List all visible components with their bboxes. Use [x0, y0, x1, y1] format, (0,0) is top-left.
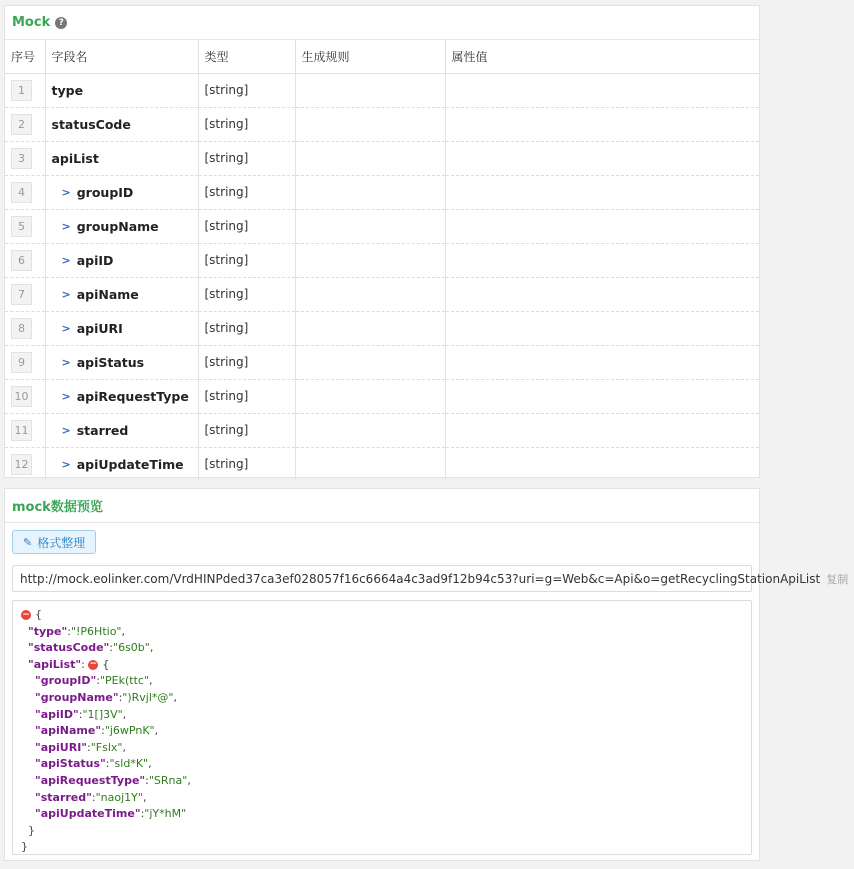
- value-cell[interactable]: [445, 107, 759, 141]
- rule-cell[interactable]: [295, 73, 445, 107]
- table-row: [5, 243, 759, 277]
- json-line: "starred":"naoj1Y",: [35, 790, 147, 804]
- rule-cell[interactable]: [295, 379, 445, 413]
- column-header-type: 类型: [198, 40, 295, 73]
- field-type-cell: [198, 447, 295, 481]
- json-line: }: [21, 840, 28, 854]
- field-type: [string]: [204, 389, 249, 403]
- field-name-text: groupName: [76, 218, 159, 234]
- magic-wand-icon: ✎: [23, 535, 33, 549]
- field-type-cell: [198, 379, 295, 413]
- table-row: [5, 311, 759, 345]
- json-value: "!P6Htio": [70, 624, 122, 638]
- field-name-cell: [45, 447, 198, 481]
- mock-table: [5, 40, 759, 481]
- table-row: [5, 413, 759, 447]
- rule-cell[interactable]: [295, 209, 445, 243]
- field-type-cell: [198, 107, 295, 141]
- row-index-cell: [5, 107, 45, 141]
- field-name: [52, 117, 198, 132]
- field-name: [52, 321, 198, 336]
- field-name-text: apiUpdateTime: [76, 456, 184, 472]
- field-name-text: apiName: [76, 286, 139, 302]
- json-key: "apiID": [35, 707, 79, 721]
- value-cell[interactable]: [445, 175, 759, 209]
- rule-cell[interactable]: [295, 311, 445, 345]
- row-index-cell: [5, 379, 45, 413]
- json-line: "apiStatus":"sld*K",: [35, 757, 152, 771]
- json-line: − {: [22, 608, 42, 621]
- field-type-cell: [198, 175, 295, 209]
- json-value: "6s0b": [113, 641, 150, 655]
- row-index-cell: [5, 73, 45, 107]
- field-name-text: type: [51, 82, 84, 98]
- preview-panel: [4, 488, 849, 861]
- field-name-text: groupID: [76, 184, 134, 200]
- rule-cell[interactable]: [295, 175, 445, 209]
- json-value: "j6wPnK": [104, 724, 155, 738]
- row-index: 4: [11, 182, 32, 203]
- value-cell[interactable]: [445, 311, 759, 345]
- field-name: [52, 287, 198, 302]
- column-header-index: 序号: [5, 40, 45, 73]
- value-cell[interactable]: [445, 379, 759, 413]
- field-name: [52, 219, 198, 234]
- field-name: [52, 423, 198, 438]
- row-index: 1: [11, 80, 32, 101]
- json-line: "type":"!P6Htio",: [28, 624, 125, 638]
- rule-cell[interactable]: [295, 243, 445, 277]
- row-index-cell: [5, 209, 45, 243]
- chevron-right-icon[interactable]: >: [61, 423, 71, 437]
- column-header-rule: 生成规则: [295, 40, 445, 73]
- table-row: [5, 447, 759, 481]
- json-value: "jY*hM": [144, 807, 187, 821]
- json-line: "apiUpdateTime":"jY*hM": [35, 807, 187, 821]
- field-name: [52, 151, 198, 166]
- row-index: 12: [11, 454, 32, 475]
- field-name-text: apiID: [76, 252, 114, 268]
- field-type-cell: [198, 345, 295, 379]
- row-index-cell: [5, 277, 45, 311]
- json-value: "PEk(ttc": [99, 674, 150, 688]
- value-cell[interactable]: [445, 141, 759, 175]
- field-name-text: apiList: [51, 150, 99, 166]
- json-line: "groupID":"PEk(ttc",: [35, 674, 153, 688]
- preview-header: [5, 489, 759, 523]
- field-type-cell: [198, 311, 295, 345]
- row-index-cell: [5, 447, 45, 481]
- field-name-cell: [45, 209, 198, 243]
- rule-cell[interactable]: [295, 447, 445, 481]
- mock-title: Mock: [12, 15, 51, 30]
- field-type: [string]: [204, 83, 249, 97]
- field-name-cell: [45, 345, 198, 379]
- format-button-label: 格式整理: [37, 535, 86, 550]
- table-row: [5, 345, 759, 379]
- mock-url-text: http://mock.eolinker.com/VrdHINPded37ca3ef028057f16c6664a4c3ad9f12b94c53?uri=g=Web&c=Api&o=getRecyclingStationApiList: [20, 571, 821, 586]
- field-type: [string]: [204, 219, 249, 233]
- field-name-text: apiRequestType: [76, 388, 189, 404]
- table-row: [5, 175, 759, 209]
- field-name-cell: [45, 107, 198, 141]
- table-row: [5, 141, 759, 175]
- chevron-right-icon[interactable]: >: [61, 457, 71, 471]
- json-value: "Fslx": [90, 740, 123, 754]
- format-button[interactable]: [12, 530, 96, 554]
- json-line: "apiName":"j6wPnK",: [35, 724, 159, 738]
- value-cell[interactable]: [445, 345, 759, 379]
- field-name-cell: [45, 73, 198, 107]
- json-value: "1[]3V": [82, 707, 123, 721]
- copy-button[interactable]: 复制: [826, 572, 849, 586]
- json-line: "statusCode":"6s0b",: [28, 641, 154, 655]
- collapse-icon[interactable]: −: [22, 609, 30, 620]
- json-key: "apiList": [28, 657, 82, 671]
- chevron-right-icon[interactable]: >: [61, 321, 71, 335]
- field-name: [52, 389, 198, 404]
- field-name: [52, 355, 198, 370]
- row-index: 5: [11, 216, 32, 237]
- field-type: [string]: [204, 253, 249, 267]
- json-line: "groupName":")Rvjl*@",: [35, 690, 177, 704]
- rule-cell[interactable]: [295, 141, 445, 175]
- json-line: "apiURI":"Fslx",: [35, 740, 126, 754]
- row-index-cell: [5, 141, 45, 175]
- field-name-text: apiURI: [76, 320, 123, 336]
- json-key: "type": [28, 624, 68, 638]
- json-key: "apiURI": [35, 740, 88, 754]
- field-type: [string]: [204, 151, 249, 165]
- row-index: 11: [11, 420, 32, 441]
- json-line: "apiList": − {: [28, 657, 110, 671]
- value-cell[interactable]: [445, 243, 759, 277]
- help-icon[interactable]: ?: [55, 17, 67, 29]
- rule-cell[interactable]: [295, 345, 445, 379]
- field-type-cell: [198, 243, 295, 277]
- json-line: "apiID":"1[]3V",: [35, 707, 127, 721]
- table-row: [5, 73, 759, 107]
- rule-cell[interactable]: [295, 413, 445, 447]
- mock-header: [5, 6, 759, 40]
- table-row: [5, 107, 759, 141]
- value-cell[interactable]: [445, 413, 759, 447]
- row-index: 6: [11, 250, 32, 271]
- chevron-right-icon[interactable]: >: [61, 287, 71, 301]
- column-header-field-name: 字段名: [45, 40, 198, 73]
- chevron-right-icon[interactable]: >: [61, 185, 71, 199]
- column-header-value: 属性值: [445, 40, 759, 73]
- json-key: "apiRequestType": [35, 773, 146, 787]
- field-type-cell: [198, 413, 295, 447]
- json-key: "groupName": [35, 690, 119, 704]
- row-index-cell: [5, 175, 45, 209]
- field-name-cell: [45, 413, 198, 447]
- row-index-cell: [5, 243, 45, 277]
- row-index: 3: [11, 148, 32, 169]
- json-value: "SRna": [148, 773, 188, 787]
- field-type-cell: [198, 73, 295, 107]
- chevron-right-icon[interactable]: >: [61, 253, 71, 267]
- field-name: [52, 83, 198, 98]
- json-key: "statusCode": [28, 641, 110, 655]
- field-type: [string]: [204, 423, 249, 437]
- value-cell[interactable]: [445, 447, 759, 481]
- field-name: [52, 253, 198, 268]
- table-row: [5, 277, 759, 311]
- json-key: "apiName": [35, 724, 102, 738]
- row-index-cell: [5, 413, 45, 447]
- json-value: "sld*K": [109, 757, 149, 771]
- field-name-text: starred: [76, 422, 129, 438]
- field-type: [string]: [204, 185, 249, 199]
- json-line: "apiRequestType":"SRna",: [35, 773, 191, 787]
- field-type: [string]: [204, 287, 249, 301]
- row-index-cell: [5, 311, 45, 345]
- json-key: "apiStatus": [35, 757, 106, 771]
- json-key: "apiUpdateTime": [35, 807, 141, 821]
- field-name-text: statusCode: [51, 116, 131, 132]
- field-name-cell: [45, 175, 198, 209]
- rule-cell[interactable]: [295, 277, 445, 311]
- row-index: 2: [11, 114, 32, 135]
- collapse-icon[interactable]: −: [89, 659, 98, 670]
- mock-url-field[interactable]: [12, 565, 849, 592]
- field-type: [string]: [204, 321, 249, 335]
- chevron-right-icon[interactable]: >: [61, 219, 71, 233]
- chevron-right-icon[interactable]: >: [61, 389, 71, 403]
- field-name: [52, 457, 198, 472]
- field-type: [string]: [204, 355, 249, 369]
- field-name-cell: [45, 243, 198, 277]
- field-type: [string]: [204, 457, 249, 472]
- json-line: }: [28, 823, 35, 837]
- table-row: [5, 209, 759, 243]
- field-type-cell: [198, 209, 295, 243]
- row-index: 10: [11, 386, 32, 407]
- row-index: 7: [11, 284, 32, 305]
- field-name-cell: [45, 311, 198, 345]
- chevron-right-icon[interactable]: >: [61, 355, 71, 369]
- field-type: [string]: [204, 117, 249, 131]
- field-name-cell: [45, 141, 198, 175]
- rule-cell[interactable]: [295, 107, 445, 141]
- field-name: [52, 185, 198, 200]
- json-key: "groupID": [35, 674, 97, 688]
- json-key: "starred": [35, 790, 92, 804]
- json-value: ")Rvjl*@": [122, 690, 174, 704]
- field-type-cell: [198, 141, 295, 175]
- json-preview: [12, 600, 752, 855]
- row-index: 8: [11, 318, 32, 339]
- field-name-cell: [45, 277, 198, 311]
- field-type-cell: [198, 277, 295, 311]
- value-cell[interactable]: [445, 209, 759, 243]
- row-index-cell: [5, 345, 45, 379]
- value-cell[interactable]: [445, 277, 759, 311]
- field-name-text: apiStatus: [76, 354, 145, 370]
- preview-title: mock数据预览: [12, 500, 103, 515]
- mock-panel: [4, 5, 760, 478]
- json-value: "naoj1Y": [95, 790, 143, 804]
- table-row: [5, 379, 759, 413]
- value-cell[interactable]: [445, 73, 759, 107]
- row-index: 9: [11, 352, 32, 373]
- field-name-cell: [45, 379, 198, 413]
